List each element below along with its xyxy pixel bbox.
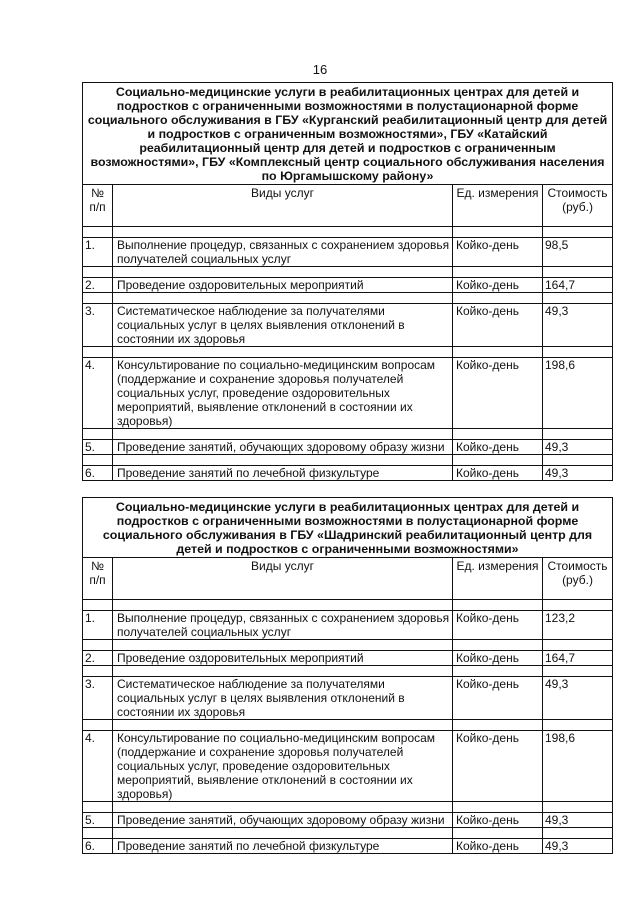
row-unit: Койко-день <box>453 813 543 828</box>
row-number: 6. <box>83 839 113 854</box>
table-header-row <box>83 185 613 227</box>
table-row <box>83 358 613 429</box>
header-cost: Стоимость (руб.) <box>543 185 613 227</box>
row-cost: 98,5 <box>543 238 613 267</box>
services-table-2 <box>82 497 613 854</box>
row-service: Проведение занятий по лечебной физкультуре <box>113 466 453 481</box>
row-unit: Койко-день <box>453 238 543 267</box>
header-cost: Стоимость (руб.) <box>543 558 613 600</box>
row-service: Выполнение процедур, связанных с сохранением здоровья получателей социальных услуг <box>113 611 453 640</box>
header-number: № п/п <box>83 558 113 600</box>
header-number: № п/п <box>83 185 113 227</box>
row-service: Проведение оздоровительных мероприятий <box>113 651 453 666</box>
table-row <box>83 611 613 640</box>
header-service: Виды услуг <box>113 558 453 600</box>
row-number: 5. <box>83 440 113 455</box>
row-unit: Койко-день <box>453 677 543 720</box>
row-service: Проведение занятий по лечебной физкультуре <box>113 839 453 854</box>
row-cost: 49,3 <box>543 839 613 854</box>
row-service: Систематическое наблюдение за получателями социальных услуг в целях выявления отклонений в состоянии их здоровья <box>113 677 453 720</box>
row-cost: 198,6 <box>543 358 613 429</box>
row-unit: Койко-день <box>453 651 543 666</box>
table-row <box>83 813 613 828</box>
row-unit: Койко-день <box>453 278 543 293</box>
row-unit: Койко-день <box>453 304 543 347</box>
table-row <box>83 466 613 481</box>
row-cost: 49,3 <box>543 466 613 481</box>
row-service: Консультирование по социально-медицинским вопросам (поддержание и сохранение здоровья получателей социальных услуг, проведение оздоровительных мероприятий, выявление отклонений в состоянии их здоровья) <box>113 731 453 802</box>
row-cost: 49,3 <box>543 304 613 347</box>
row-service: Проведение занятий, обучающих здоровому образу жизни <box>113 440 453 455</box>
row-cost: 49,3 <box>543 440 613 455</box>
table-row <box>83 677 613 720</box>
row-cost: 164,7 <box>543 278 613 293</box>
row-cost: 49,3 <box>543 813 613 828</box>
table-title: Социально-медицинские услуги в реабилитационных центрах для детей и подростков с ограниченными возможностями в полустационарной форме социального обслуживания в ГБУ «Шадринский реабилитационный центр для детей и подростков с ограниченными возможностями» <box>83 498 613 558</box>
table-row <box>83 731 613 802</box>
row-cost: 164,7 <box>543 651 613 666</box>
table-title: Социально-медицинские услуги в реабилитационных центрах для детей и подростков с ограниченными возможностями в полустационарной форме социального обслуживания в ГБУ «Курганский реабилитационный центр для детей и подростков с ограниченным возможностями», ГБУ «Катайский реабилитационный центр для детей и подростков с ограниченным возможностями», ГБУ «Комплексный центр социального обслуживания населения по Юргамышскому району» <box>83 83 613 185</box>
table-row <box>83 839 613 854</box>
table-header-row <box>83 558 613 600</box>
row-unit: Койко-день <box>453 358 543 429</box>
table-row <box>83 278 613 293</box>
row-unit: Койко-день <box>453 731 543 802</box>
header-unit: Ед. измерения <box>453 558 543 600</box>
table-row <box>83 440 613 455</box>
header-service: Виды услуг <box>113 185 453 227</box>
row-cost: 198,6 <box>543 731 613 802</box>
row-number: 5. <box>83 813 113 828</box>
row-number: 1. <box>83 611 113 640</box>
table-row <box>83 651 613 666</box>
row-number: 4. <box>83 731 113 802</box>
row-service: Проведение занятий, обучающих здоровому образу жизни <box>113 813 453 828</box>
row-unit: Койко-день <box>453 440 543 455</box>
table-row <box>83 304 613 347</box>
row-number: 2. <box>83 651 113 666</box>
row-number: 4. <box>83 358 113 429</box>
table-row <box>83 238 613 267</box>
row-service: Консультирование по социально-медицинским вопросам (поддержание и сохранение здоровья получателей социальных услуг, проведение оздоровительных мероприятий, выявление отклонений в состоянии их здоровья) <box>113 358 453 429</box>
page-number: 16 <box>312 62 328 77</box>
row-number: 3. <box>83 304 113 347</box>
header-unit: Ед. измерения <box>453 185 543 227</box>
row-number: 1. <box>83 238 113 267</box>
row-number: 2. <box>83 278 113 293</box>
row-number: 6. <box>83 466 113 481</box>
row-unit: Койко-день <box>453 839 543 854</box>
services-table-1 <box>82 82 613 481</box>
row-service: Проведение оздоровительных мероприятий <box>113 278 453 293</box>
row-cost: 49,3 <box>543 677 613 720</box>
row-cost: 123,2 <box>543 611 613 640</box>
row-service: Систематическое наблюдение за получателями социальных услуг в целях выявления отклонений в состоянии их здоровья <box>113 304 453 347</box>
row-unit: Койко-день <box>453 466 543 481</box>
row-service: Выполнение процедур, связанных с сохранением здоровья получателей социальных услуг <box>113 238 453 267</box>
row-number: 3. <box>83 677 113 720</box>
row-unit: Койко-день <box>453 611 543 640</box>
